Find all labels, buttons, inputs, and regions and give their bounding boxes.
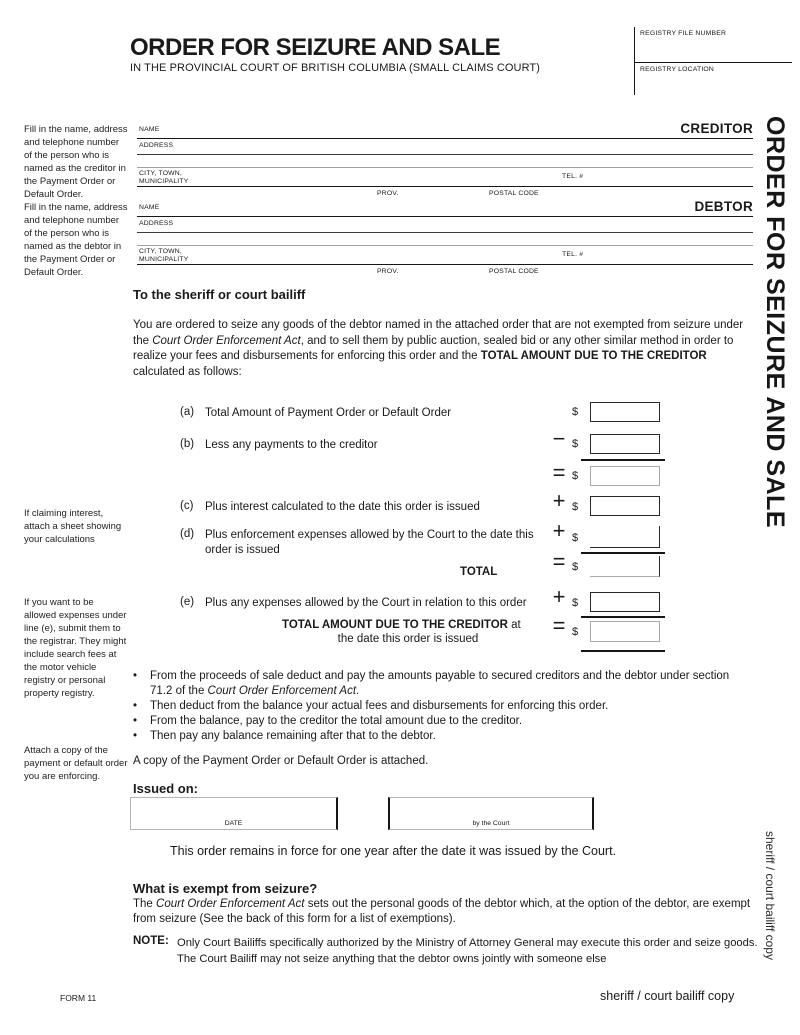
subtotal-separator-line <box>581 459 665 461</box>
dollar-sign: $ <box>572 597 579 609</box>
tel-label: TEL. # <box>562 173 584 180</box>
creditor-section <box>137 121 753 201</box>
creditor-address2-row <box>137 156 753 168</box>
sheriff-heading: To the sheriff or court bailiff <box>133 287 306 302</box>
amount-b-box[interactable] <box>590 434 660 454</box>
grand-total-label-line1: TOTAL AMOUNT DUE TO THE CREDITOR at <box>282 619 521 631</box>
address-label: ADDRESS <box>139 141 174 149</box>
exempt-heading: What is exempt from seizure? <box>133 881 318 896</box>
issued-date-box[interactable] <box>130 797 338 830</box>
debtor-name-row <box>137 199 753 217</box>
debtor-prov-postal-row <box>137 267 753 279</box>
debtor-city-field[interactable] <box>207 248 553 263</box>
sheriff-paragraph: You are ordered to seize any goods of the debtor named in the attached order that are not exempted from seizure under the Court Order Enforcement Act, and to sell them by public auction, sealed bid or any other similar method in order to realize your fees and disbursements for enforcing this order and the TOTAL AMOUNT DUE TO THE CREDITOR calculated as follows: <box>133 319 744 378</box>
item-d-text: Plus enforcement expenses allowed by the Court to the date this order is issued <box>205 529 534 556</box>
grand-total-separator-line <box>581 616 665 618</box>
vertical-form-title: ORDER FOR SEIZURE AND SALE <box>761 116 789 529</box>
registry-location-label: REGISTRY LOCATION <box>640 66 715 73</box>
item-e-letter: (e) <box>180 596 195 608</box>
item-a-letter: (a) <box>180 406 195 418</box>
registry-file-number-label: REGISTRY FILE NUMBER <box>640 30 727 37</box>
debtor-heading: DEBTOR <box>694 199 753 214</box>
tel-label: TEL. # <box>562 251 584 258</box>
total-label: TOTAL <box>460 566 498 578</box>
grand-total-label-line2: the date this order is issued <box>337 633 479 645</box>
margin-note-debtor: Fill in the name, address and telephone number of the person who is named as the debtor in the Payment Order or Default Order. <box>24 202 128 278</box>
creditor-city-field[interactable] <box>207 170 553 185</box>
dollar-sign: $ <box>572 626 579 638</box>
plus-operator: + <box>552 518 566 543</box>
debtor-postal-field[interactable] <box>547 268 751 278</box>
total-separator-line <box>581 552 665 554</box>
minus-operator: − <box>552 426 566 451</box>
subtotal-box[interactable] <box>590 466 660 486</box>
act-name: Court Order Enforcement Act <box>152 334 301 347</box>
amount-a-box[interactable] <box>590 402 660 422</box>
amount-d-box[interactable] <box>590 526 660 548</box>
debtor-city-row <box>137 247 753 265</box>
prov-label: PROV. <box>377 267 399 275</box>
bullet-icon: • <box>133 700 138 712</box>
creditor-address-field[interactable] <box>207 142 751 154</box>
bullet-icon: • <box>133 670 138 682</box>
debtor-name-field[interactable] <box>207 204 751 215</box>
item-c-text: Plus interest calculated to the date this order is issued <box>205 501 480 513</box>
creditor-heading: CREDITOR <box>680 121 753 136</box>
margin-note-attach: Attach a copy of the payment or default order you are enforcing. <box>24 745 128 782</box>
registry-file-number-field[interactable] <box>638 38 788 60</box>
issued-by-court-box[interactable] <box>388 797 594 830</box>
dollar-sign: $ <box>572 532 579 544</box>
registry-location-field[interactable] <box>638 74 788 96</box>
dollar-sign: $ <box>572 561 579 573</box>
note-label: NOTE: <box>133 935 169 947</box>
debtor-prov-field[interactable] <box>407 268 453 278</box>
plus-operator: + <box>552 584 566 609</box>
dollar-sign: $ <box>572 406 579 418</box>
act-name: Court Order Enforcement Act <box>207 685 357 697</box>
name-label: NAME <box>139 126 160 133</box>
item-c-letter: (c) <box>180 500 194 512</box>
vertical-copy-label: sheriff / court bailiff copy <box>763 831 777 960</box>
page-subtitle: IN THE PROVINCIAL COURT OF BRITISH COLUMBIA (SMALL CLAIMS COURT) <box>130 62 541 74</box>
act-name: Court Order Enforcement Act <box>156 898 305 910</box>
creditor-name-row <box>137 121 753 139</box>
bullet-item: • Then pay any balance remaining after that to the debtor. <box>133 730 436 742</box>
debtor-section <box>137 199 753 279</box>
bullet-item: • From the proceeds of sale deduct and pay the amounts payable to secured creditors and the debtor under section 71.2 of the Court Order Enforcement Act. <box>133 670 730 697</box>
item-b-letter: (b) <box>180 438 195 450</box>
by-the-court-label: by the Court <box>472 820 510 827</box>
item-e-text: Plus any expenses allowed by the Court in relation to this order <box>205 597 527 609</box>
registry-box-hline <box>634 62 792 63</box>
margin-note-interest: If claiming interest, attach a sheet showing your calculations <box>24 508 122 545</box>
bullet-icon: • <box>133 715 138 727</box>
amount-c-box[interactable] <box>590 496 660 516</box>
issued-on-heading: Issued on: <box>133 781 199 796</box>
creditor-postal-field[interactable] <box>547 190 751 200</box>
creditor-prov-postal-row <box>137 189 753 201</box>
debtor-address-field[interactable] <box>207 220 751 232</box>
dollar-sign: $ <box>572 501 579 513</box>
debtor-address-row <box>137 219 753 234</box>
grand-total-box[interactable] <box>590 621 660 642</box>
creditor-address-row <box>137 141 753 156</box>
margin-note-expenses: If you want to be allowed expenses under line (e), submit them to the registrar. They might include search fees at the motor vehicle registry or personal property registry. <box>24 597 127 699</box>
dollar-sign: $ <box>572 470 579 482</box>
item-d-letter: (d) <box>180 528 195 540</box>
page-title: ORDER FOR SEIZURE AND SALE <box>130 34 501 61</box>
bullet-item: • From the balance, pay to the creditor the total amount due to the creditor. <box>133 715 523 727</box>
dollar-sign: $ <box>572 438 579 450</box>
debtor-address2-field[interactable] <box>207 235 751 244</box>
creditor-prov-field[interactable] <box>407 190 453 200</box>
grand-total-underline <box>581 650 665 652</box>
creditor-address2-field[interactable] <box>207 157 751 166</box>
prov-label: PROV. <box>377 189 399 197</box>
debtor-tel-field[interactable] <box>567 248 751 263</box>
address-label: ADDRESS <box>139 219 174 227</box>
creditor-city-row <box>137 169 753 187</box>
order-in-force-text: This order remains in force for one year after the date it was issued by the Court. <box>170 844 617 858</box>
exempt-paragraph: The Court Order Enforcement Act sets out the personal goods of the debtor which, at the option of the debtor, are exempt from seizure (See the back of this form for a list of exemptions). <box>133 898 751 925</box>
postal-code-label: POSTAL CODE <box>489 267 539 275</box>
note-text <box>177 935 777 967</box>
bullet-item: • Then deduct from the balance your actual fees and disbursements for enforcing this order. <box>133 700 609 712</box>
city-town-label: CITY, TOWN, MUNICIPALITY <box>139 248 189 263</box>
note-line-2: The Court Bailiff may not seize anything that the debtor owns jointly with someone else <box>177 953 607 965</box>
debtor-address2-row <box>137 234 753 246</box>
equals-operator: = <box>552 460 566 485</box>
registry-box-vline <box>634 27 635 95</box>
note-line-1: Only Court Bailiffs specifically authorized by the Ministry of Attorney General may execute this order and seize goods. <box>177 937 758 949</box>
issued-date-value[interactable] <box>135 800 332 818</box>
bullet-icon: • <box>133 730 138 742</box>
margin-note-creditor: Fill in the name, address and telephone number of the person who is named as the creditor in the Payment Order or Default Order. <box>24 124 128 200</box>
footer-copy-label: sheriff / court bailiff copy <box>600 989 735 1003</box>
date-label: DATE <box>224 820 243 827</box>
copy-attached-text: A copy of the Payment Order or Default Order is attached. <box>133 755 429 767</box>
item-b-text: Less any payments to the creditor <box>205 439 378 451</box>
name-label: NAME <box>139 204 160 211</box>
equals-operator: = <box>552 613 566 638</box>
creditor-tel-field[interactable] <box>567 170 751 185</box>
plus-operator: + <box>552 488 566 513</box>
item-a-text: Total Amount of Payment Order or Default Order <box>205 407 452 419</box>
equals-operator: = <box>552 549 566 574</box>
amount-e-box[interactable] <box>590 592 660 612</box>
total-box[interactable] <box>590 556 660 577</box>
form-number: FORM 11 <box>60 993 97 1003</box>
issued-by-court-value[interactable] <box>394 800 588 818</box>
city-town-label: CITY, TOWN, MUNICIPALITY <box>139 170 189 185</box>
postal-code-label: POSTAL CODE <box>489 189 539 197</box>
creditor-name-field[interactable] <box>207 126 751 137</box>
